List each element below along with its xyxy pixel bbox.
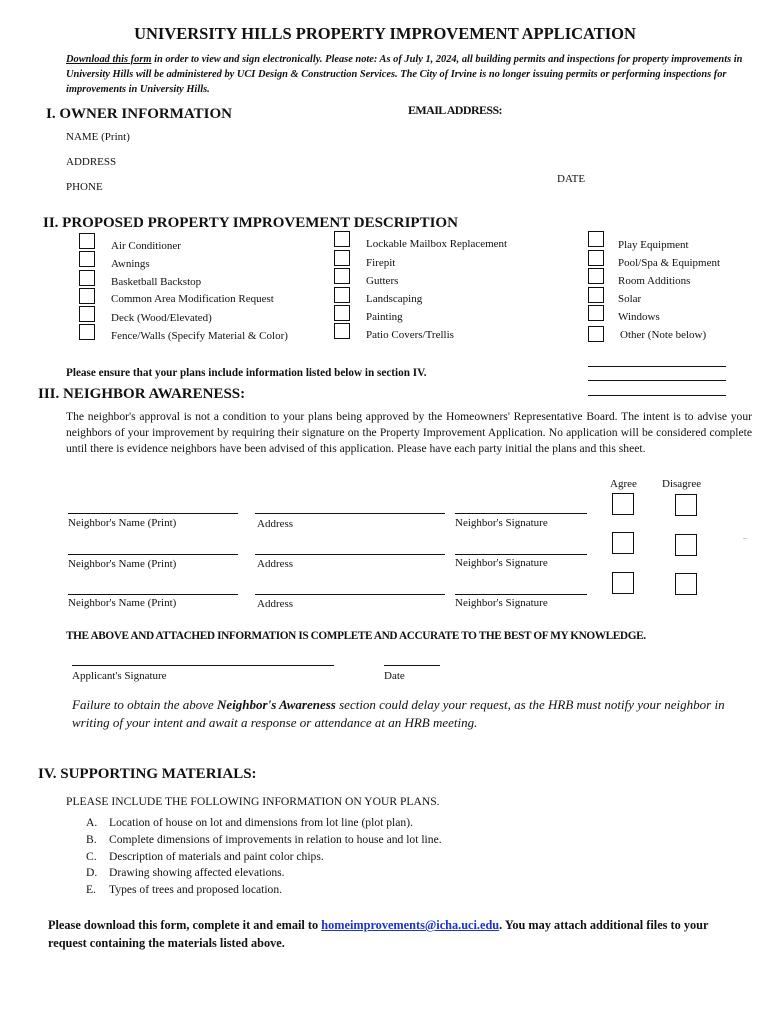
applicant-date-line[interactable] xyxy=(384,665,440,666)
neighbor-2-disagree-checkbox[interactable] xyxy=(675,534,697,556)
checkbox-other[interactable] xyxy=(588,326,604,342)
neighbor-3-name-label: Neighbor's Name (Print) xyxy=(68,597,177,609)
neighbor-1-disagree-checkbox[interactable] xyxy=(675,494,697,516)
neighbor-1-address-line[interactable] xyxy=(255,513,445,514)
section-improvement-heading: II. PROPOSED PROPERTY IMPROVEMENT DESCRIPTION xyxy=(43,215,458,231)
list-text: Drawing showing affected elevations. xyxy=(109,866,285,879)
neighbor-3-disagree-checkbox[interactable] xyxy=(675,573,697,595)
list-letter: B. xyxy=(86,833,97,846)
stray-mark: .. xyxy=(743,532,747,541)
checkbox-room-additions[interactable] xyxy=(588,268,604,284)
label-windows: Windows xyxy=(618,311,660,323)
neighbor-3-name-line[interactable] xyxy=(68,594,238,595)
label-room-additions: Room Additions xyxy=(618,275,691,287)
neighbor-1-signature-line[interactable] xyxy=(455,513,587,514)
neighbor-3-signature-line[interactable] xyxy=(455,594,587,595)
checkbox-awnings[interactable] xyxy=(79,251,95,267)
checkbox-deck[interactable] xyxy=(79,306,95,322)
checkbox-basketball-backstop[interactable] xyxy=(79,270,95,286)
failure-note-text: Failure to obtain the above xyxy=(72,697,218,712)
checkbox-windows[interactable] xyxy=(588,305,604,321)
footer-text: Please download this form, complete it and email to xyxy=(48,918,322,932)
checkbox-firepit[interactable] xyxy=(334,250,350,266)
list-item xyxy=(86,883,282,896)
neighbor-2-address-line[interactable] xyxy=(255,554,445,555)
notice-text: in order to view and sign electronically. Please note: As of July 1, 2024, all building permits and inspections for property improvements in University Hills will be administered by UCI Design & Construction Services. The City of Irvine is no longer issuing permits or performing inspections for improvements in University Hills. xyxy=(66,54,743,95)
owner-address-field[interactable]: ADDRESS xyxy=(66,156,117,168)
label-deck: Deck (Wood/Elevated) xyxy=(111,312,212,324)
other-note-line-3[interactable] xyxy=(588,395,726,396)
neighbor-1-address-label: Address xyxy=(257,518,294,530)
checkbox-pool-spa[interactable] xyxy=(588,250,604,266)
other-note-line-1[interactable] xyxy=(588,366,726,367)
failure-note xyxy=(72,696,752,732)
label-air-conditioner: Air Conditioner xyxy=(111,240,181,252)
label-other: Other (Note below) xyxy=(620,329,707,341)
list-letter: D. xyxy=(86,866,98,879)
neighbor-2-name-label: Neighbor's Name (Print) xyxy=(68,558,177,570)
label-painting: Painting xyxy=(366,311,403,323)
owner-phone-field[interactable]: PHONE xyxy=(66,181,103,193)
checkbox-air-conditioner[interactable] xyxy=(79,233,95,249)
footer-instructions xyxy=(48,916,738,952)
section-neighbor-heading: III. NEIGHBOR AWARENESS: xyxy=(38,386,246,402)
neighbor-3-address-line[interactable] xyxy=(255,594,445,595)
neighbor-1-signature-label: Neighbor's Signature xyxy=(455,517,548,529)
neighbor-2-signature-label: Neighbor's Signature xyxy=(455,557,548,569)
checkbox-lockable-mailbox[interactable] xyxy=(334,231,350,247)
failure-note-text-2: section could delay your request, as the HRB must notify your neighbor in writing of your intent and await a response or attendance at an HRB meeting. xyxy=(72,697,725,730)
label-common-area: Common Area Modification Request xyxy=(111,293,274,305)
applicant-signature-line[interactable] xyxy=(72,665,334,666)
supporting-intro: PLEASE INCLUDE THE FOLLOWING INFORMATION ON YOUR PLANS. xyxy=(66,795,440,808)
section-supporting-heading: IV. SUPPORTING MATERIALS: xyxy=(38,766,257,782)
applicant-date-label: Date xyxy=(384,670,405,682)
download-form-link[interactable]: Download this form xyxy=(66,54,152,65)
disagree-label: Disagree xyxy=(662,478,702,490)
neighbor-paragraph: The neighbor's approval is not a condition to your plans being approved by the Homeowners' Representative Board. The intent is to advise your neighbors of your improvement by requiring their signature on the Property Improvement Application. No application will be considered complete until there is evidence neighbors have been advised of this application. Please have each party initial the plans and this sheet. xyxy=(66,410,752,455)
checkbox-common-area[interactable] xyxy=(79,288,95,304)
checkbox-play-equipment[interactable] xyxy=(588,231,604,247)
list-letter: E. xyxy=(86,883,96,896)
list-item xyxy=(86,816,413,829)
checkbox-patio-covers[interactable] xyxy=(334,323,350,339)
list-item xyxy=(86,866,285,879)
list-letter: A. xyxy=(86,816,98,829)
email-address-label: EMAIL ADDRESS: xyxy=(408,103,502,117)
list-item xyxy=(86,833,442,846)
neighbor-3-signature-label: Neighbor's Signature xyxy=(455,597,548,609)
checkbox-gutters[interactable] xyxy=(334,268,350,284)
neighbor-2-address-label: Address xyxy=(257,558,294,570)
label-patio-covers: Patio Covers/Trellis xyxy=(366,329,454,341)
certification-statement: THE ABOVE AND ATTACHED INFORMATION IS COMPLETE AND ACCURATE TO THE BEST OF MY KNOWLEDGE. xyxy=(66,630,646,642)
applicant-signature-label: Applicant's Signature xyxy=(72,670,167,682)
label-basketball-backstop: Basketball Backstop xyxy=(111,276,202,288)
label-pool-spa: Pool/Spa & Equipment xyxy=(618,257,721,269)
label-play-equipment: Play Equipment xyxy=(618,239,689,251)
list-item xyxy=(86,850,324,863)
neighbor-1-name-line[interactable] xyxy=(68,513,238,514)
footer-text-2: . You may attach additional files to your request containing the materials listed above. xyxy=(48,918,709,950)
other-note-line-2[interactable] xyxy=(588,380,726,381)
list-text: Description of materials and paint color chips. xyxy=(109,850,324,863)
section-owner-heading: I. OWNER INFORMATION xyxy=(46,106,232,122)
label-firepit: Firepit xyxy=(366,257,396,269)
list-text: Complete dimensions of improvements in relation to house and lot line. xyxy=(109,833,442,846)
checkbox-landscaping[interactable] xyxy=(334,287,350,303)
label-awnings: Awnings xyxy=(111,258,150,270)
label-landscaping: Landscaping xyxy=(366,293,423,305)
owner-name-field[interactable] xyxy=(66,131,130,143)
checkbox-solar[interactable] xyxy=(588,287,604,303)
email-link[interactable]: homeimprovements@icha.uci.edu xyxy=(321,918,500,932)
neighbor-2-name-line[interactable] xyxy=(68,554,238,555)
list-letter: C. xyxy=(86,850,97,863)
label-lockable-mailbox: Lockable Mailbox Replacement xyxy=(366,238,508,250)
neighbor-3-address-label: Address xyxy=(257,598,294,610)
neighbor-3-agree-checkbox[interactable] xyxy=(612,572,634,594)
list-text: Location of house on lot and dimensions from lot line (plot plan). xyxy=(109,816,413,829)
neighbor-1-name-label: Neighbor's Name (Print) xyxy=(68,517,177,529)
neighbor-2-agree-checkbox[interactable] xyxy=(612,532,634,554)
list-text: Types of trees and proposed location. xyxy=(109,883,283,896)
label-fence-walls: Fence/Walls (Specify Material & Color) xyxy=(111,330,288,342)
name-label: NAME xyxy=(66,131,99,143)
failure-note-emphasis: Neighbor's Awareness xyxy=(217,697,336,712)
neighbor-1-agree-checkbox[interactable] xyxy=(612,493,634,515)
name-print-hint: (Print) xyxy=(101,131,130,143)
ensure-plans-note: Please ensure that your plans include information listed below in section IV. xyxy=(66,367,427,379)
form-title: UNIVERSITY HILLS PROPERTY IMPROVEMENT APPLICATION xyxy=(134,24,636,43)
checkbox-painting[interactable] xyxy=(334,305,350,321)
label-solar: Solar xyxy=(618,293,642,305)
label-gutters: Gutters xyxy=(366,275,399,287)
owner-date-field[interactable]: DATE xyxy=(557,173,586,185)
checkbox-fence-walls[interactable] xyxy=(79,324,95,340)
agree-label: Agree xyxy=(610,478,637,490)
notice-paragraph xyxy=(66,52,756,97)
neighbor-2-signature-line[interactable] xyxy=(455,554,587,555)
